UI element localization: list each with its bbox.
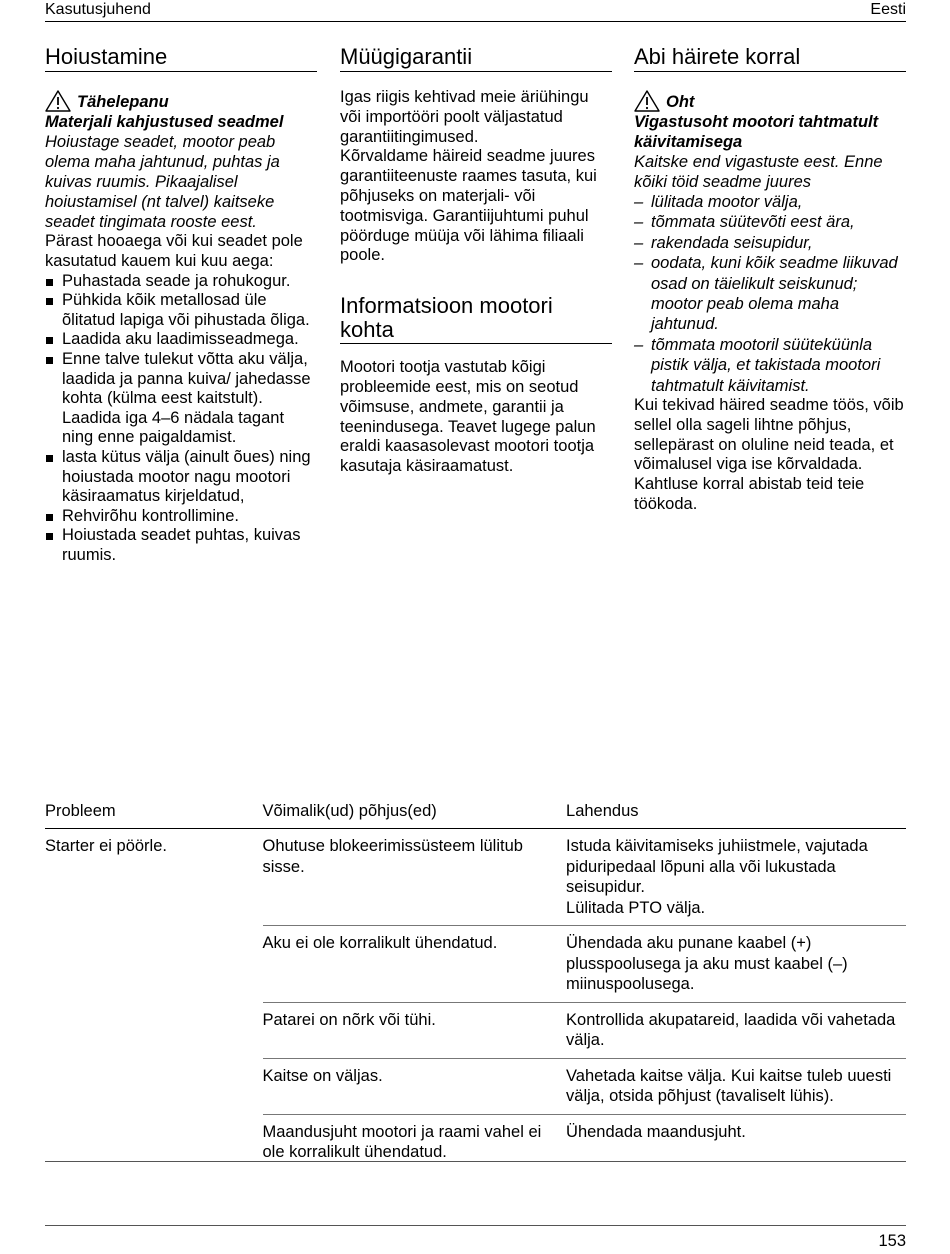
list-item: Rehvirõhu kontrollimine. (45, 507, 317, 527)
caution-heading: Materjali kahjustused seadmel (45, 113, 284, 131)
table-row (45, 1058, 906, 1114)
caution-label-text: Tähelepanu (77, 93, 169, 111)
safety-steps-list (634, 192, 906, 396)
list-item: – tõmmata süütevõti eest ära, (634, 212, 906, 232)
danger-label-text: Oht (666, 93, 695, 111)
header-manual-title: Kasutusjuhend (45, 1, 151, 18)
list-item: Puhastada seade ja rohukogur. (45, 272, 317, 292)
troubleshooting-section (634, 44, 906, 515)
list-item: – lülitada mootor välja, (634, 192, 906, 212)
problem-cell: Starter ei pöörle. (45, 837, 167, 855)
solution-cell: Vahetada kaitse välja. Kui kaitse tuleb uuesti välja, otsida põhjust (tavaliselt lühis). (566, 1058, 906, 1114)
troubleshooting-table (45, 800, 906, 1170)
page-number: 153 (878, 1232, 906, 1250)
cause-cell: Aku ei ole korralikult ühendatud. (263, 926, 567, 1003)
warranty-section (340, 44, 612, 477)
list-item: Enne talve tulekut võtta aku välja, laadida ja panna kuiva/ jahedasse kohta (külma eest kaitstult). Laadida iga 4–6 nädala tagant ning enne paigaldamist. (45, 350, 317, 448)
storage-list (45, 272, 317, 566)
list-item: Laadida aku laadimisseadmega. (45, 330, 317, 350)
table-row (45, 829, 906, 926)
solution-cell: Ühendada aku punane kaabel (+) plusspoolusega ja aku must kaabel (–) miinuspoolusega. (566, 926, 906, 1003)
engine-info-text: Mootori tootja vastutab kõigi probleemide eest, mis on seotud võimsuse, andmete, garantii ja teenindusega. Teavet lugege palun eraldi kaasasolevast mootori tootja kasutaja käsiraamatust. (340, 358, 596, 476)
danger-heading: Vigastusoht mootori tahtmatult käivitamisega (634, 113, 879, 151)
column-header-solution: Lahendus (566, 800, 906, 829)
column-header-cause: Võimalik(ud) põhjus(ed) (263, 800, 567, 829)
table-bottom-divider (45, 1161, 906, 1162)
solution-text: Istuda käivitamiseks juhiistmele, vajutada piduripedaal lõpuni alla või lukustada seisupidur. (566, 837, 868, 896)
list-item: – rakendada seisupidur, (634, 233, 906, 253)
storage-section (45, 44, 317, 566)
cause-cell: Kaitse on väljas. (263, 1058, 567, 1114)
list-item: – oodata, kuni kõik seadme liikuvad osad on täielikult seiskunud; mootor peab olema maha jahtunud. (634, 253, 906, 335)
table-row (45, 926, 906, 1003)
warranty-text-1: Igas riigis kehtivad meie äriühingu või importööri poolt väljastatud garantiitingimused. (340, 88, 589, 146)
danger-text: Kaitske end vigastuste eest. Enne kõiki töid seadme juures (634, 153, 883, 191)
list-item: lasta kütus välja (ainult õues) ning hoiustada mootor nagu mootori käsiraamatus kirjeldatud, (45, 448, 317, 507)
troubleshooting-outro: Kui tekivad häired seadme töös, võib sellel olla sageli lihtne põhjus, sellepärast on oluline neid teada, et võimalusel viga ise kõrvaldada. Kahtluse korral abistab teid teie töökoda. (634, 396, 904, 514)
header-divider (45, 21, 906, 22)
caution-text: Hoiustage seadet, mootor peab olema maha jahtunud, puhtas ja kuivas ruumis. Pikaajalisel hoiustamisel (nt talvel) kaitseke seadet tingimata rooste eest. (45, 133, 280, 231)
warning-icon (45, 90, 71, 112)
engine-info-heading: Informatsioon mootori kohta (340, 294, 612, 344)
footer-divider (45, 1225, 906, 1226)
storage-heading: Hoiustamine (45, 44, 317, 72)
table-header-row (45, 800, 906, 829)
table-row (45, 1002, 906, 1058)
warranty-text-2: Kõrvaldame häireid seadme juures garantiiteenuste raames tasuta, kui põhjuseks on materjali- või tootmisviga. Garantiijuhtumi puhul pöörduge müüja või lähima filiaali poole. (340, 147, 597, 265)
column-header-problem: Probleem (45, 800, 263, 829)
solution-cell (566, 829, 906, 926)
list-item: Hoiustada seadet puhtas, kuivas ruumis. (45, 526, 317, 565)
warranty-heading: Müügigarantii (340, 44, 612, 72)
solution-cell: Kontrollida akupatareid, laadida või vahetada välja. (566, 1002, 906, 1058)
cause-cell: Ohutuse blokeerimissüsteem lülitub sisse. (262, 837, 523, 876)
caution-label (45, 90, 317, 112)
list-item: – tõmmata mootoril süüteküünla pistik välja, et takistada mootori tahtmatult käivitamist. (634, 335, 906, 396)
troubleshooting-heading: Abi häirete korral (634, 44, 906, 72)
cause-cell: Maandusjuht mootori ja raami vahel ei ole korralikult ühendatud. (263, 1114, 567, 1170)
danger-label (634, 90, 906, 112)
storage-intro: Pärast hooaega või kui seadet pole kasutatud kauem kui kuu aega: (45, 232, 303, 270)
list-item: Pühkida kõik metallosad üle õlitatud lapiga või pihustada õliga. (45, 291, 317, 330)
warning-icon (634, 90, 660, 112)
solution-text-extra: Lülitada PTO välja. (566, 898, 706, 917)
header-language: Eesti (870, 1, 906, 18)
solution-cell: Ühendada maandusjuht. (566, 1114, 906, 1170)
cause-cell: Patarei on nõrk või tühi. (263, 1002, 567, 1058)
